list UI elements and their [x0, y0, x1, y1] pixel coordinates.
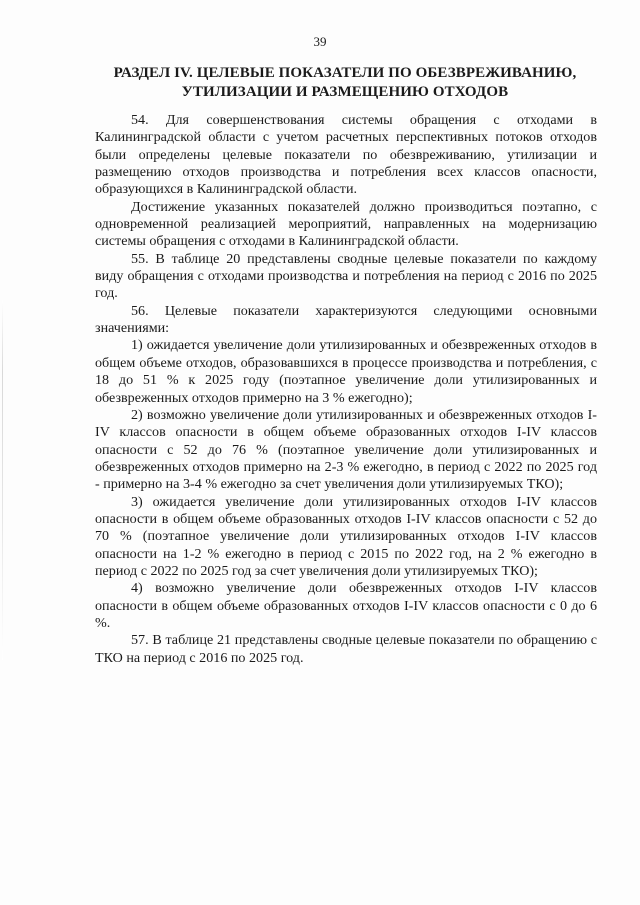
paragraph-55: 55. В таблице 20 представлены сводные целевые показатели по каждому виду обращения с отходами производства и потребления на период с 2016 по 2025 год.	[95, 250, 597, 302]
paragraph-56: 56. Целевые показатели характеризуются следующими основными значениями:	[95, 302, 597, 337]
page-number: 39	[313, 34, 327, 49]
paragraph-57: 57. В таблице 21 представлены сводные целевые показатели по обращению с ТКО на период с 2016 по 2025 год.	[95, 632, 597, 666]
list-item-3: 3) ожидается увеличение доли утилизированных отходов I-IV классов опасности в общем объеме образованных отходов I-IV классов опасности с 52 до 70 % (поэтапное увеличение доли утилизированных отходов I-IV классов опасности на 1-2 % ежегодно в период с 2015 по 2022 год, на 2 % ежегодно в период с 2022 по 2025 год за счет увеличения доли утилизируемых ТКО);	[95, 493, 597, 579]
list-item-4: 4) возможно увеличение доли обезвреженных отходов I-IV классов опасности в общем объеме образованных отходов I-IV классов опасности с 0 до 6 %.	[95, 580, 597, 631]
paragraph-54-continuation: Достижение указанных показателей должно производиться поэтапно, с одновременной реализацией мероприятий, направленных на модернизацию системы обращения с отходами в Калининградской области.	[95, 198, 597, 250]
document-body	[95, 112, 597, 667]
list-item-1: 1) ожидается увеличение доли утилизированных и обезвреженных отходов в общем объеме отходов, образовавшихся в процессе производства и потребления, с 18 до 51 % к 2025 году (поэтапное увеличение доли утилизированных и обезвреженных отходов примерно на 3 % ежегодно);	[95, 337, 597, 406]
section-title: РАЗДЕЛ IV. ЦЕЛЕВЫЕ ПОКАЗАТЕЛИ ПО ОБЕЗВРЕЖИВАНИЮ, УТИЛИЗАЦИИ И РАЗМЕЩЕНИЮ ОТХОДОВ	[113, 65, 577, 100]
scan-edge-mark	[2, 300, 3, 660]
paragraph-54: 54. Для совершенствования системы обращения с отходами в Калининградской области с учетом расчетных перспективных потоков отходов были определены целевые показатели по обезвреживанию, утилизации и размещению отходов производства и потребления всех классов опасности, образующихся в Калининградской области.	[95, 112, 597, 198]
list-item-2: 2) возможно увеличение доли утилизированных и обезвреженных отходов I-IV классов опасности в общем объеме образованных отходов I-IV классов опасности с 52 до 76 % (поэтапное увеличение доли утилизированных и обезвреженных отходов примерно на 2-3 % ежегодно, в период с 2022 по 2025 год - примерно на 3-4 % ежегодно за счет увеличения доли утилизируемых ТКО);	[95, 406, 597, 493]
